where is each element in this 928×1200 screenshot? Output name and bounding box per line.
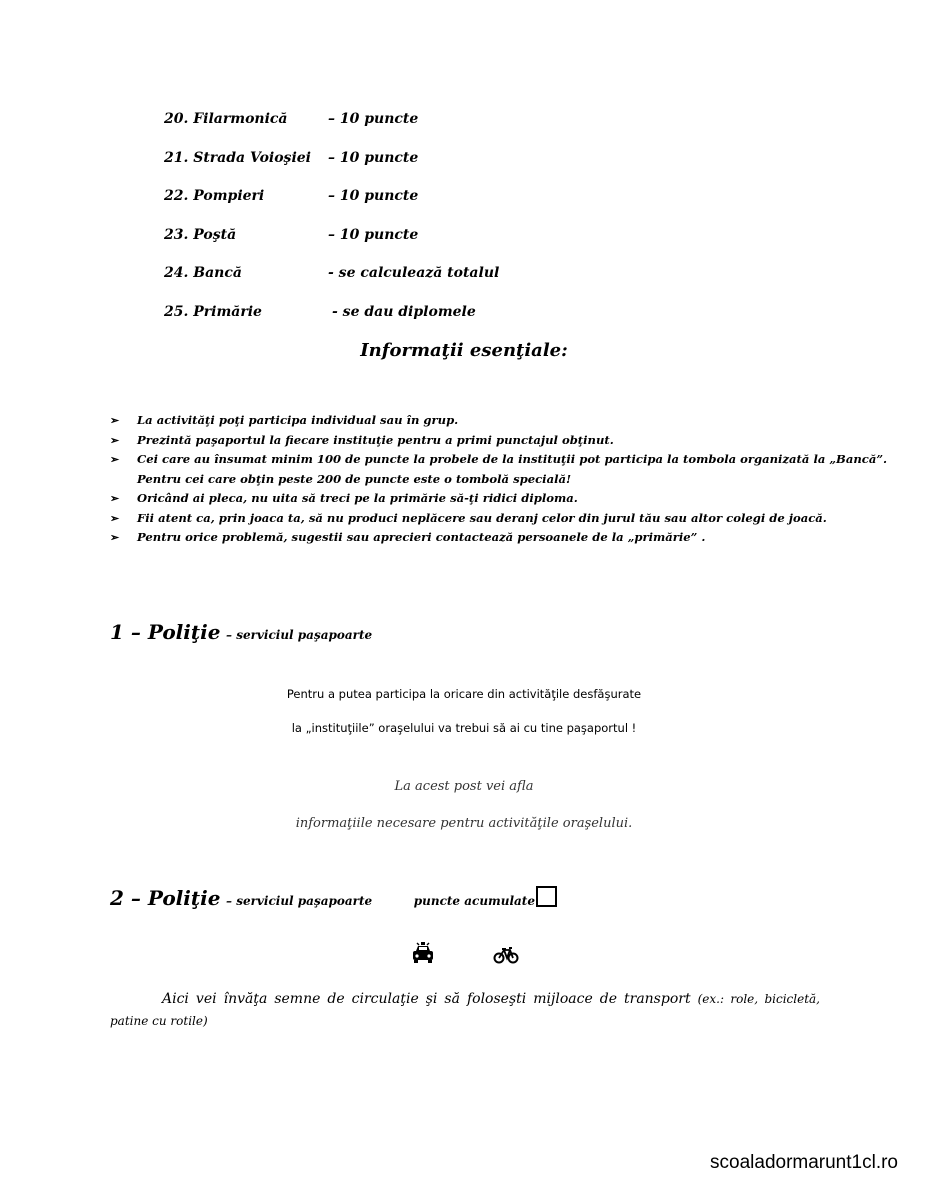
- list-item: [110, 509, 830, 529]
- station-name: 21. Strada Voioşiei: [164, 150, 311, 166]
- section1-line3: La acest post vei afla: [394, 779, 534, 794]
- info-bullet-list: [110, 411, 888, 548]
- section1-number: 1 – Poliţie: [110, 620, 221, 644]
- station-points: - se calculează totalul: [328, 265, 500, 281]
- info-heading: Informaţii esenţiale:: [360, 340, 568, 361]
- bullet-text-continued: Pentru cei care obţin peste 200 de puncte este o tombolă specială!: [137, 471, 572, 486]
- station-points: – 10 puncte: [328, 188, 419, 204]
- section1-title: [110, 620, 372, 644]
- arrow-bullet-icon: ➢: [110, 433, 120, 447]
- bullet-text: Fii atent ca, prin joaca ta, să nu produci neplăcere sau deranj celor din jurul tău sau altor colegi de joacă.: [137, 510, 827, 525]
- section1-subtitle: – serviciul paşapoarte: [226, 628, 373, 642]
- footer-site-link[interactable]: scoaladormarunt1cl.ro: [710, 1152, 898, 1173]
- paragraph-main: Aici vei învăţa semne de circulaţie şi să foloseşti mijloace de transport: [162, 991, 691, 1007]
- list-item: [110, 528, 830, 548]
- list-item: [110, 450, 888, 489]
- arrow-bullet-icon: ➢: [110, 414, 120, 427]
- bullet-text: Pentru orice problemă, sugestii sau aprecieri contactează persoanele de la „primărie” .: [137, 530, 706, 544]
- bullet-text: Oricând ai pleca, nu uita să treci pe la primărie să-ţi ridici diploma.: [137, 491, 578, 505]
- police-car-icon: [410, 942, 436, 964]
- arrow-bullet-icon: ➢: [110, 531, 120, 544]
- list-item: [110, 411, 830, 431]
- station-name: 24. Bancă: [164, 265, 242, 281]
- section2-number: 2 – Poliţie: [110, 886, 221, 910]
- bicycle-icon: [493, 946, 519, 964]
- section1-line2: la „instituţiile” oraşelului va trebui să ai cu tine paşaportul !: [291, 721, 637, 735]
- bullet-text: Cei care au însumat minim 100 de puncte la probele de la instituţii pot participa la tombola organizată la „Bancă”.: [137, 452, 888, 466]
- arrow-bullet-icon: ➢: [110, 453, 120, 466]
- section2-subtitle: – serviciul paşapoarte: [226, 894, 373, 908]
- points-checkbox[interactable]: [536, 886, 557, 907]
- points-label: puncte acumulate: [413, 894, 535, 908]
- list-item: [110, 431, 830, 451]
- station-points: - se dau diplomele: [332, 304, 476, 320]
- station-points: – 10 puncte: [328, 227, 419, 243]
- station-points: – 10 puncte: [328, 150, 419, 166]
- arrow-bullet-icon: ➢: [110, 492, 120, 505]
- bullet-text: Prezintă paşaportul la fiecare instituţie pentru a primi punctajul obţinut.: [137, 432, 614, 447]
- station-name: 25. Primărie: [164, 304, 262, 320]
- list-item: [110, 489, 830, 509]
- station-name: 20. Filarmonică: [164, 111, 288, 127]
- station-name: 22. Pompieri: [164, 188, 265, 204]
- section2-title: [110, 886, 557, 910]
- station-points: – 10 puncte: [328, 111, 419, 127]
- bullet-text: La activităţi poţi participa individual sau în grup.: [137, 413, 459, 427]
- section1-line4: informaţiile necesare pentru activităţile oraşelului.: [295, 816, 633, 831]
- section1-line1: Pentru a putea participa la oricare din activităţile desfăşurate: [286, 687, 642, 701]
- arrow-bullet-icon: ➢: [110, 511, 120, 525]
- section2-paragraph: [110, 988, 820, 1032]
- station-name: 23. Poştă: [164, 227, 237, 243]
- paragraph-example: (ex.: role, bicicletă, patine cu rotile): [110, 992, 820, 1028]
